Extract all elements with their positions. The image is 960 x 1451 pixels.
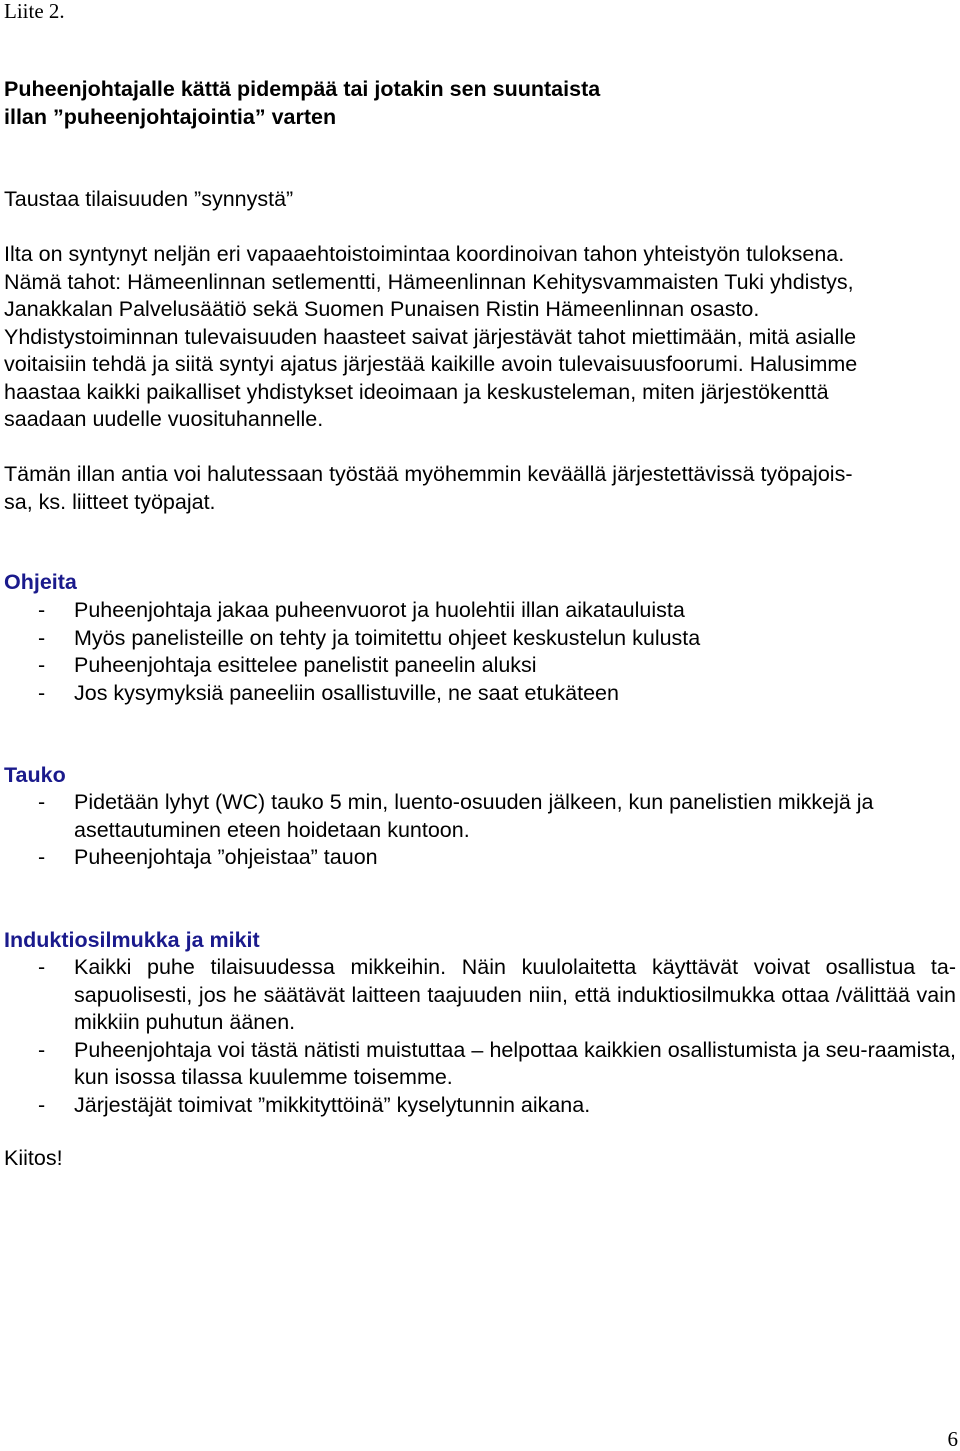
list-item-text: Kaikki puhe tilaisuudessa mikkeihin. Näin kuulolaitetta käyttävät voivat osallistua ta-sapuolisesti, jos he säätävät laitteen taajuuden niin, että induktiosilmukka ottaa /välittää vain mikkiin puhutun äänen. [74, 955, 956, 1034]
list-item [4, 597, 956, 625]
dash-bullet: - [38, 680, 46, 705]
list-item [4, 680, 956, 708]
followup-line: sa, ks. liitteet työpajat. [4, 489, 216, 514]
list-item [4, 625, 956, 653]
annex-label: Liite 2. [4, 0, 65, 23]
dash-bullet: - [38, 845, 46, 869]
background-heading: Taustaa tilaisuuden ”synnystä” [4, 187, 294, 211]
background-line: saadaan uudelle vuosituhannelle. [4, 407, 324, 431]
list-item-text: Puheenjohtaja voi tästä nätisti muistuttaa – helpottaa kaikkien osallistumista ja seu-raamista, kun isossa tilassa kuulemme toisemme. [74, 1037, 956, 1089]
list-item [4, 954, 956, 1037]
list-item-text: Myös panelisteille on tehty ja toimitettu ohjeet keskustelun kulusta [74, 625, 701, 650]
dash-bullet: - [38, 955, 46, 979]
dash-bullet: - [38, 625, 46, 650]
ohjeita-heading: Ohjeita [4, 570, 77, 594]
background-paragraph [4, 241, 954, 434]
tauko-heading: Tauko [4, 763, 66, 787]
background-line: Nämä tahot: Hämeenlinnan setlementti, Hämeenlinnan Kehitysvammaisten Tuki yhdistys, [4, 269, 854, 294]
list-item-text: Järjestäjät toimivat ”mikkityttöinä” kyselytunnin aikana. [74, 1092, 591, 1117]
background-line: haastaa kaikki paikalliset yhdistykset ideoimaan ja keskusteleman, miten järjestökenttä [4, 379, 829, 404]
list-item-text: Pidetään lyhyt (WC) tauko 5 min, luento-osuuden jälkeen, kun panelistien mikkejä ja asettautuminen eteen hoidetaan kuntoon. [74, 790, 874, 842]
title-line-2: illan ”puheenjohtajointia” varten [4, 104, 337, 129]
background-line: Janakkalan Palvelusäätiö sekä Suomen Punaisen Ristin Hämeenlinnan osasto. [4, 297, 760, 321]
tauko-list [4, 789, 876, 872]
followup-paragraph [4, 461, 954, 516]
closing-thanks: Kiitos! [4, 1146, 63, 1170]
background-line: Ilta on syntynyt neljän eri vapaaehtoistoimintaa koordinoivan tahon yhteistyön tuloksena. [4, 242, 845, 266]
dash-bullet: - [38, 1037, 46, 1062]
induktio-heading: Induktiosilmukka ja mikit [4, 928, 260, 952]
followup-line: Tämän illan antia voi halutessaan työstää myöhemmin keväällä järjestettävissä työpajois- [4, 462, 853, 486]
dash-bullet: - [38, 790, 46, 814]
list-item [4, 1092, 956, 1120]
background-line: Yhdistystoiminnan tulevaisuuden haasteet saivat järjestävät tahot miettimään, mitä asialle [4, 324, 857, 349]
list-item [4, 652, 956, 680]
page-number: 6 [947, 1427, 958, 1451]
list-item [4, 789, 876, 844]
ohjeita-list [4, 597, 956, 707]
document-title [4, 76, 944, 131]
list-item [4, 1037, 956, 1092]
list-item [4, 844, 876, 872]
dash-bullet: - [38, 1092, 46, 1117]
list-item-text: Puheenjohtaja esittelee panelistit paneelin aluksi [74, 653, 537, 677]
induktio-list [4, 954, 956, 1119]
dash-bullet: - [38, 598, 46, 622]
title-line-1: Puheenjohtajalle kättä pidempää tai jotakin sen suuntaista [4, 77, 601, 101]
list-item-text: Puheenjohtaja jakaa puheenvuorot ja huolehtii illan aikatauluista [74, 598, 685, 622]
list-item-text: Puheenjohtaja ”ohjeistaa” tauon [74, 845, 378, 869]
dash-bullet: - [38, 653, 46, 677]
list-item-text: Jos kysymyksiä paneeliin osallistuville, ne saat etukäteen [74, 680, 619, 705]
background-line: voitaisiin tehdä ja siitä syntyi ajatus järjestää kaikille avoin tulevaisuusfoorumi. Halusimme [4, 352, 858, 376]
